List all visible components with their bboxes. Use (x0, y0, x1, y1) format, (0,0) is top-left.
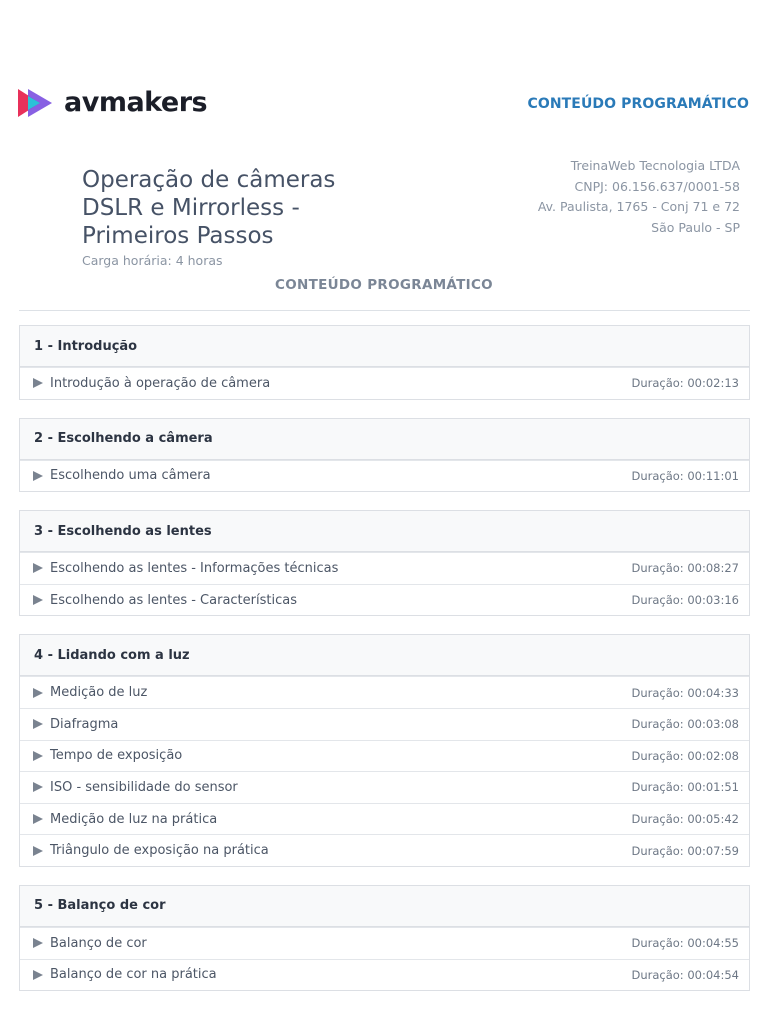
lesson-item[interactable] (20, 959, 749, 991)
module-card (19, 510, 750, 616)
course-info (82, 166, 382, 268)
section-title: CONTEÚDO PROGRAMÁTICO (275, 277, 493, 293)
lesson-name: Tempo de exposição (50, 748, 183, 764)
course-title (82, 166, 382, 250)
lesson-duration: Duração: 00:11:01 (631, 468, 739, 483)
lesson-item[interactable] (20, 367, 749, 399)
course-title-line: DSLR e Mirrorless - (82, 195, 300, 221)
lesson-name: Escolhendo uma câmera (50, 468, 211, 484)
lesson-duration: Duração: 00:08:27 (631, 561, 739, 576)
company-city: São Paulo - SP (651, 219, 740, 235)
module-card (19, 885, 750, 991)
lesson-item[interactable] (20, 740, 749, 772)
brand-name: avmakers (64, 87, 208, 118)
lesson-item[interactable] (20, 708, 749, 740)
lesson-name: Balanço de cor na prática (50, 967, 217, 983)
lesson-duration: Duração: 00:05:42 (631, 812, 739, 827)
lesson-item[interactable] (20, 552, 749, 584)
lesson-item[interactable] (20, 803, 749, 835)
play-icon (33, 595, 43, 605)
play-icon (33, 688, 43, 698)
lesson-name: Escolhendo as lentes - Características (50, 592, 297, 608)
lesson-name: Medição de luz (50, 685, 148, 701)
module-list (19, 325, 750, 1009)
lesson-duration: Duração: 00:02:08 (631, 748, 739, 763)
module-card (19, 325, 750, 400)
play-icon (33, 563, 43, 573)
lesson-name: Medição de luz na prática (50, 811, 218, 827)
lesson-item[interactable] (20, 584, 749, 616)
company-name: TreinaWeb Tecnologia LTDA (570, 158, 740, 173)
course-title-line: Operação de câmeras (82, 167, 336, 193)
lesson-duration: Duração: 00:07:59 (631, 843, 739, 858)
play-icon (33, 938, 43, 948)
lesson-duration: Duração: 00:04:55 (631, 936, 739, 951)
lesson-duration: Duração: 00:03:16 (631, 593, 739, 608)
play-icon (33, 719, 43, 729)
nav-link-syllabus[interactable]: CONTEÚDO PROGRAMÁTICO (527, 96, 749, 112)
module-title[interactable]: 1 - Introdução (20, 326, 749, 367)
lesson-name: Escolhendo as lentes - Informações técnicas (50, 560, 339, 576)
course-hours: Carga horária: 4 horas (82, 253, 223, 268)
lesson-item[interactable] (20, 834, 749, 866)
module-title[interactable]: 2 - Escolhendo a câmera (20, 419, 749, 460)
play-icon (33, 751, 43, 761)
lesson-duration: Duração: 00:02:13 (631, 376, 739, 391)
lesson-duration: Duração: 00:04:33 (631, 685, 739, 700)
module-card (19, 418, 750, 493)
module-title[interactable]: 5 - Balanço de cor (20, 886, 749, 927)
lesson-item[interactable] (20, 676, 749, 708)
lesson-name: Introdução à operação de câmera (50, 375, 271, 391)
play-logo-icon (18, 87, 58, 119)
brand-logo[interactable] (18, 86, 207, 120)
company-address: Av. Paulista, 1765 - Conj 71 e 72 (537, 199, 740, 214)
lesson-item[interactable] (20, 771, 749, 803)
lesson-name: ISO - sensibilidade do sensor (50, 779, 238, 795)
divider (19, 310, 750, 311)
lesson-name: Balanço de cor (50, 935, 147, 951)
lesson-item[interactable] (20, 460, 749, 492)
page-header (0, 0, 768, 140)
lesson-duration: Duração: 00:01:51 (631, 780, 739, 795)
lesson-item[interactable] (20, 927, 749, 959)
play-icon (33, 378, 43, 388)
course-title-line: Primeiros Passos (82, 223, 274, 249)
play-icon (33, 846, 43, 856)
module-card (19, 634, 750, 867)
module-title[interactable]: 4 - Lidando com a luz (20, 635, 749, 676)
lesson-duration: Duração: 00:04:54 (631, 967, 739, 982)
lesson-duration: Duração: 00:03:08 (631, 717, 739, 732)
play-icon (33, 471, 43, 481)
company-cnpj: CNPJ: 06.156.637/0001-58 (574, 178, 740, 194)
module-title[interactable]: 3 - Escolhendo as lentes (20, 511, 749, 552)
play-icon (33, 782, 43, 792)
lesson-name: Diafragma (50, 716, 119, 732)
play-icon (33, 814, 43, 824)
lesson-name: Triângulo de exposição na prática (50, 843, 269, 859)
company-info (538, 156, 740, 238)
play-icon (33, 970, 43, 980)
